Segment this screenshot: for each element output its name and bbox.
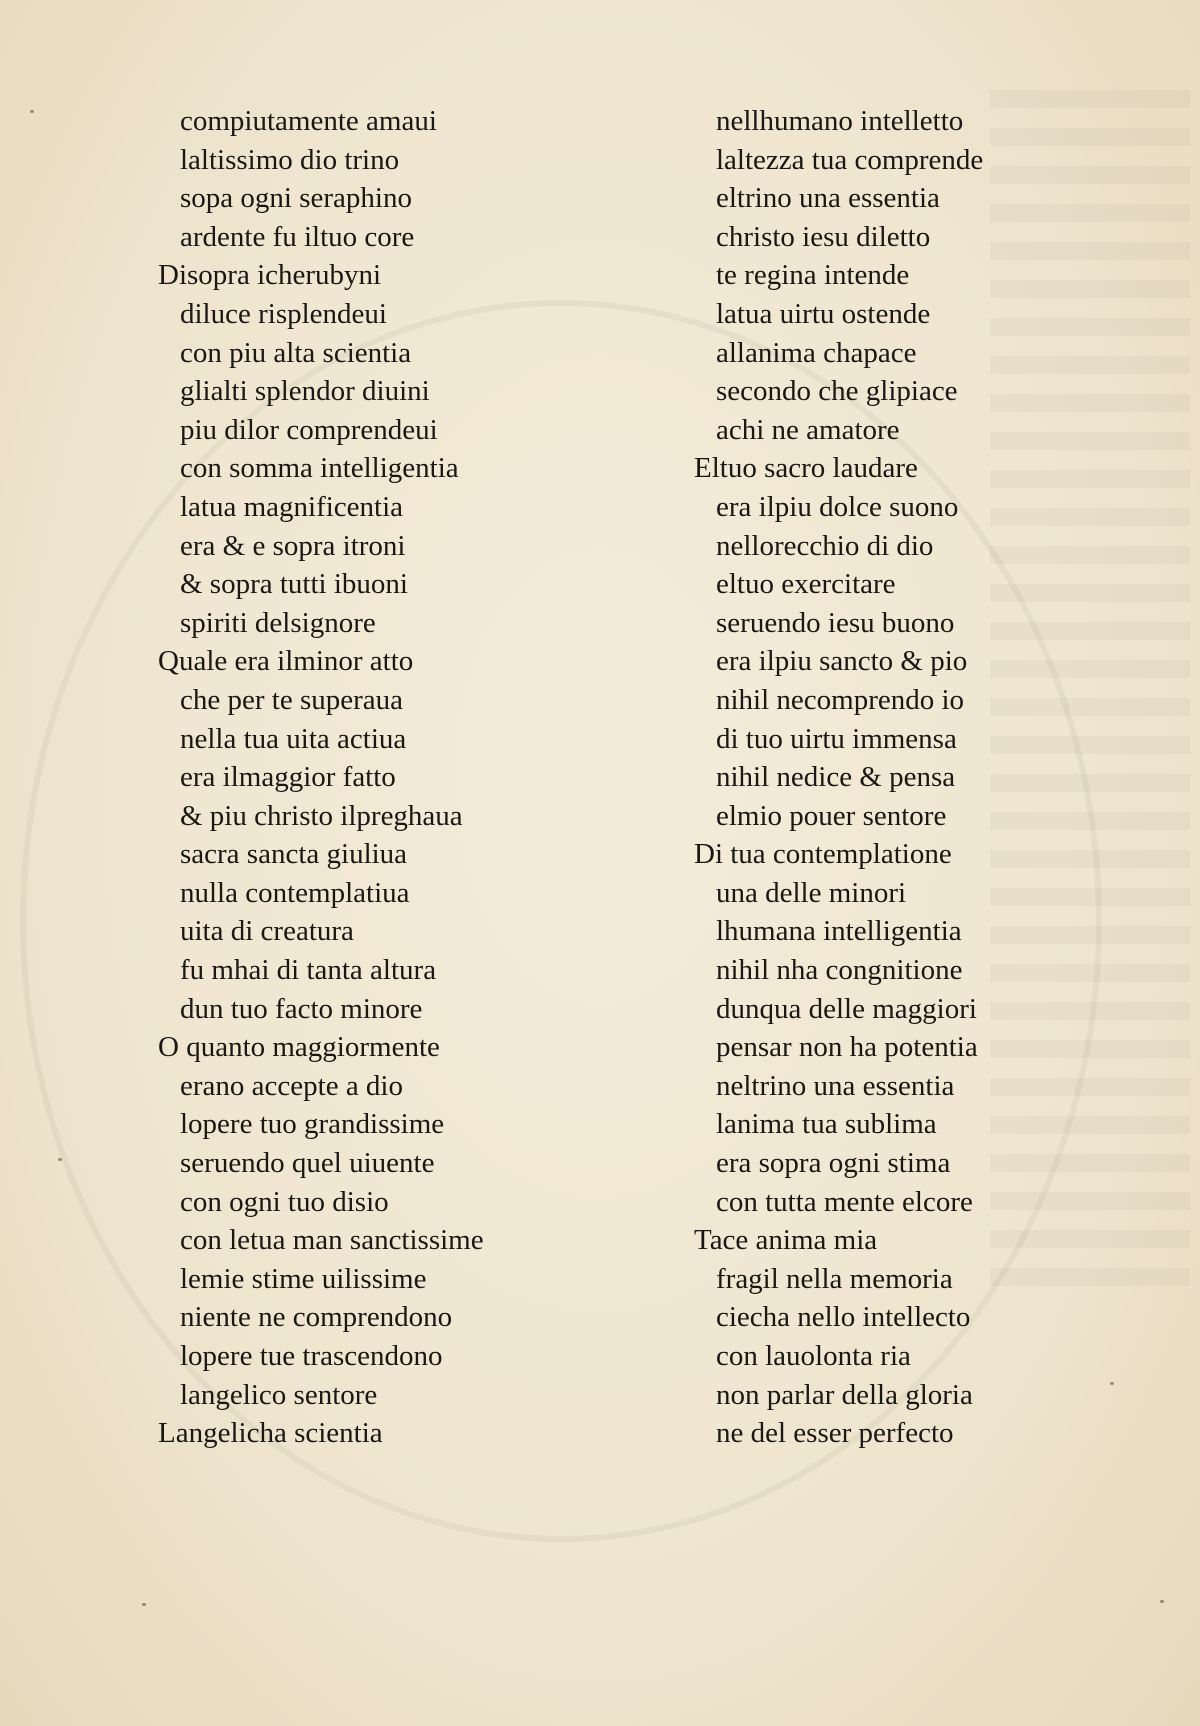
verse-line: latua uirtu ostende — [716, 297, 931, 330]
verse-line: lanima tua sublima — [716, 1108, 937, 1141]
verse-line: latua magnificentia — [180, 490, 404, 523]
verse-line: piu dilor comprendeui — [180, 413, 438, 446]
verse-line: neltrino una essentia — [716, 1069, 955, 1102]
verse-line: lhumana intelligentia — [716, 915, 962, 948]
left-column — [158, 102, 620, 1453]
verse-line: nellhumano intelletto — [716, 105, 964, 137]
verse-line: nulla contemplatiua — [180, 876, 410, 909]
verse-line: lopere tuo grandissime — [180, 1108, 445, 1141]
verse-line: con ogni tuo disio — [180, 1185, 389, 1218]
verse-line: era ilpiu sancto & pio — [716, 645, 968, 678]
stanza-first-line: Tace anima mia — [694, 1224, 878, 1257]
verse-line: compiutamente amaui — [180, 105, 437, 137]
verse-line: lemie stime uilissime — [180, 1262, 427, 1295]
verse-line: laltissimo dio trino — [180, 143, 400, 176]
verse-line: pensar non ha potentia — [716, 1031, 978, 1064]
paper-speck — [58, 1158, 62, 1161]
paper-speck — [1110, 1382, 1114, 1385]
verse-line: una delle minori — [716, 876, 907, 909]
paper-speck — [1160, 1600, 1164, 1603]
verse-line: ardente fu iltuo core — [180, 220, 415, 253]
verse-line: & piu christo ilpreghaua — [180, 799, 463, 832]
verse-line: era sopra ogni stima — [716, 1147, 951, 1180]
verse-line: sacra sancta giuliua — [180, 838, 408, 871]
verse-line: eltuo exercitare — [716, 568, 896, 601]
stanza-first-line: Di tua contemplatione — [694, 838, 952, 871]
verse-line: dunqua delle maggiori — [716, 992, 977, 1025]
verse-line: nella tua uita actiua — [180, 722, 407, 755]
verse-line: secondo che glipiace — [716, 375, 958, 408]
verse-line: ne del esser perfecto — [716, 1417, 954, 1450]
verse-line: nellorecchio di dio — [716, 529, 934, 562]
verse-line: era ilpiu dolce suono — [716, 490, 959, 523]
verse-line: dun tuo facto minore — [180, 992, 423, 1025]
verse-line: glialti splendor diuini — [180, 375, 430, 408]
verse-line: con letua man sanctissime — [180, 1224, 484, 1257]
verse-line: sopa ogni seraphino — [180, 182, 412, 215]
verse-line: spiriti delsignore — [180, 606, 376, 639]
verse-line: laltezza tua comprende — [716, 143, 984, 176]
paper-speck — [142, 1603, 146, 1606]
verse-line: erano accepte a dio — [180, 1069, 403, 1102]
stanza-first-line: Disopra icherubyni — [158, 259, 382, 292]
verse-line: elmio pouer sentore — [716, 799, 947, 832]
verse-line: nihil nha congnitione — [716, 954, 963, 987]
verse-line: fu mhai di tanta altura — [180, 954, 437, 987]
stanza-first-line: Quale era ilminor atto — [158, 645, 414, 678]
verse-line: seruendo iesu buono — [716, 606, 955, 639]
verse-line: con lauolonta ria — [716, 1340, 911, 1372]
verse-line: diluce risplendeui — [180, 297, 387, 330]
paper-speck — [30, 110, 34, 113]
verse-line: uita di creatura — [180, 915, 354, 948]
verse-line: con somma intelligentia — [180, 452, 459, 485]
verse-line: & sopra tutti ibuoni — [180, 568, 408, 601]
stanza-first-line: O quanto maggiormente — [158, 1031, 440, 1064]
right-column — [694, 102, 1056, 1453]
stanza-first-line: Eltuo sacro laudare — [694, 452, 918, 485]
verse-line: seruendo quel uiuente — [180, 1147, 435, 1180]
verse-line: lopere tue trascendono — [180, 1340, 443, 1372]
verse-line: era ilmaggior fatto — [180, 761, 396, 794]
verse-line: ciecha nello intellecto — [716, 1301, 971, 1334]
verse-line: non parlar della gloria — [716, 1378, 973, 1411]
verse-line: che per te superaua — [180, 683, 404, 716]
verse-line: te regina intende — [716, 259, 910, 292]
verse-line: nihil necomprendo io — [716, 683, 965, 716]
verse-line: christo iesu diletto — [716, 220, 931, 253]
verse-line: con piu alta scientia — [180, 336, 412, 369]
verse-line: eltrino una essentia — [716, 182, 940, 215]
verse-line: era & e sopra itroni — [180, 529, 406, 562]
verse-line: fragil nella memoria — [716, 1262, 953, 1295]
verse-line: niente ne comprendono — [180, 1301, 453, 1334]
verse-line: di tuo uirtu immensa — [716, 722, 957, 755]
verse-line: achi ne amatore — [716, 413, 900, 446]
verse-line: langelico sentore — [180, 1378, 378, 1411]
verse-line: con tutta mente elcore — [716, 1185, 973, 1218]
stanza-first-line: Langelicha scientia — [158, 1417, 383, 1450]
verse-line: nihil nedice & pensa — [716, 761, 956, 794]
verse-line: allanima chapace — [716, 336, 917, 369]
